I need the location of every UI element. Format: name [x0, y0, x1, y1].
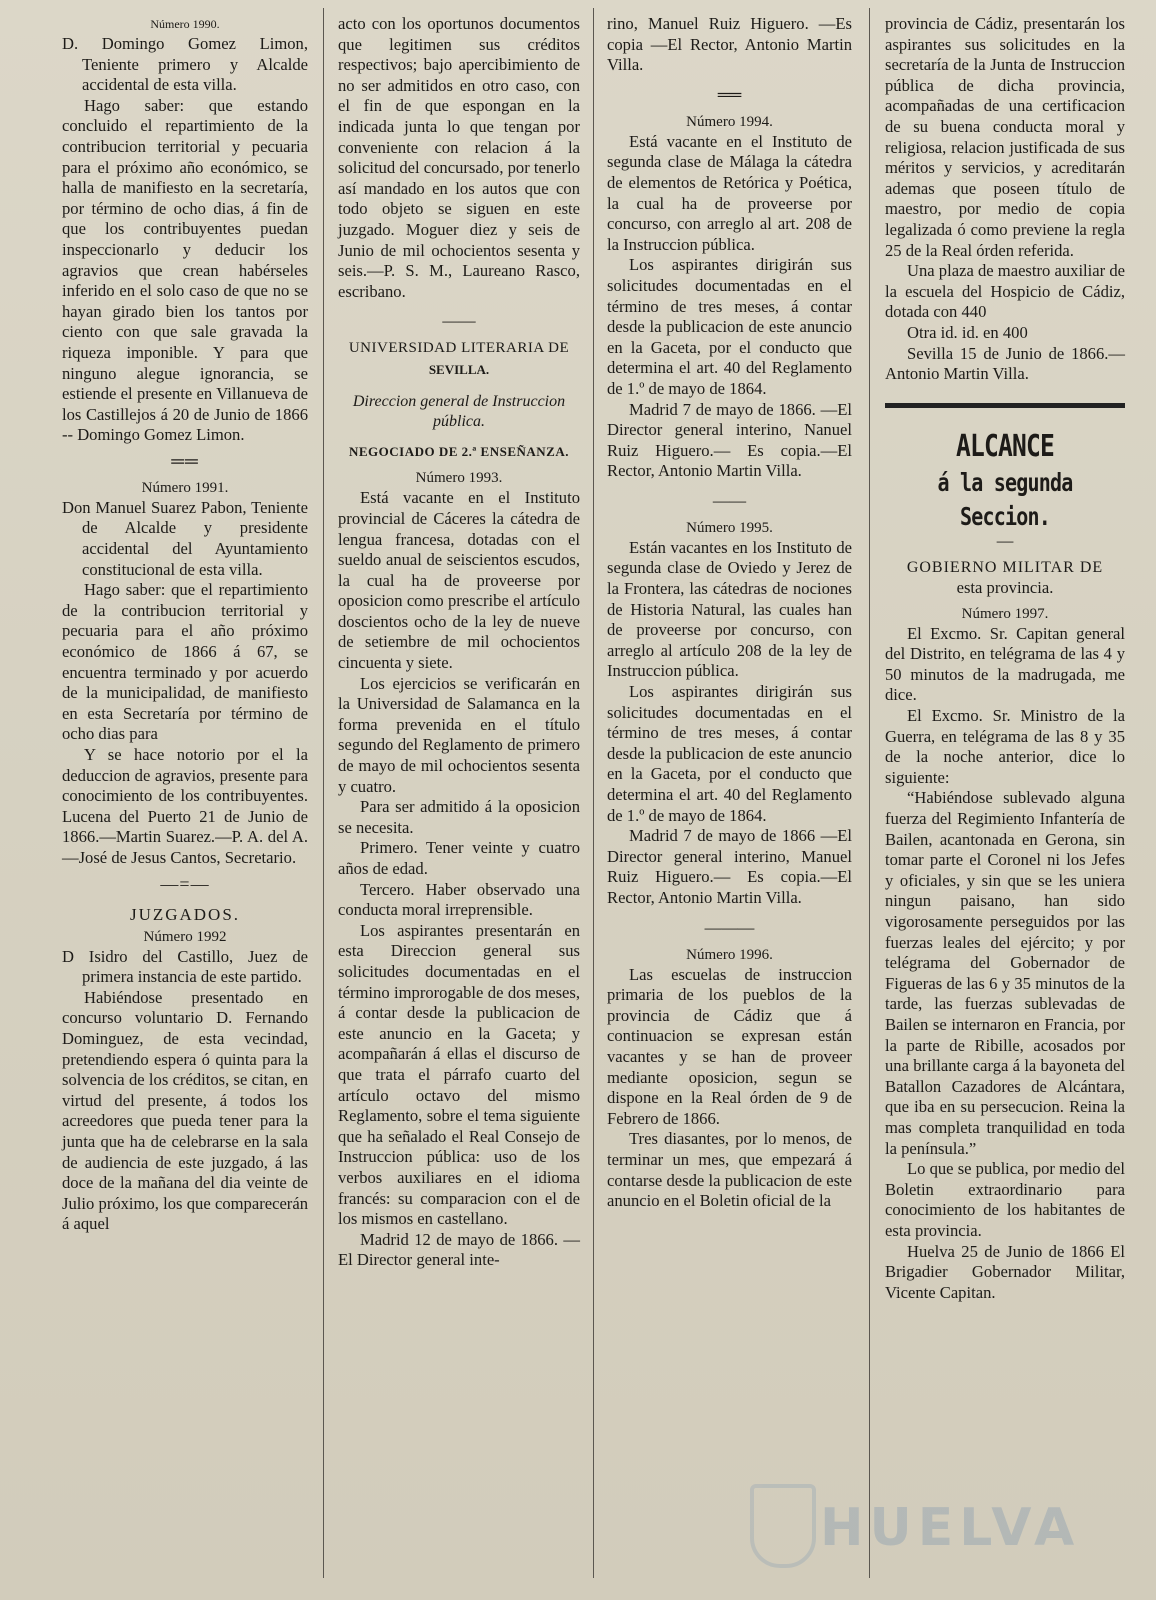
separator: —=— [160, 873, 210, 894]
section-subheading: Direccion general de Instruccion pública. [352, 393, 566, 431]
column-rule [869, 8, 870, 1578]
notice-number: Número 1993. [415, 470, 503, 487]
notice-number: Número 1990. [150, 17, 220, 31]
notice-body: Madrid 7 de mayo de 1866 —El Director general interino, Manuel Ruiz Higuero.— Es copia.—El Rector, Antonio Martin Villa. [607, 826, 852, 907]
separator: ══ [717, 84, 742, 104]
notice-body: Sevilla 15 de Junio de 1866.—Antonio Martin Villa. [885, 343, 1125, 384]
section-heading: GOBIERNO MILITAR DE [906, 558, 1104, 576]
notice-body: Una plaza de maestro auxiliar de la escuela del Hospicio de Cádiz, dotada con 440 [885, 261, 1125, 322]
notice-body: Para ser admitido á la oposicion se necesita. [338, 797, 580, 837]
notice-body: Está vacante en el Instituto provincial de Cáceres la cátedra de lengua francesa, dotadas con el sueldo anual de seiscientos escudos, la cual ha de proveerse por oposicion como prescribe el artículo doscientos ocho de la ley de nueve de setiembre de mil ochocientos cincuenta y siete. [338, 488, 580, 673]
notice-body: Están vacantes en los Instituto de segunda clase de Oviedo y Jerez de la Frontera, las cátedras de nociones de Historia Natural, las cuales han de proveerse por concurso, con arreglo al artículo 208 de la ley de Instruccion pública. [607, 537, 852, 681]
section-heading: UNIVERSIDAD LITERARIA DE [348, 340, 570, 357]
notice-body: Otra id. id. en 400 [907, 322, 1028, 342]
notice-body: Huelva 25 de Junio de 1866 El Brigadier Gobernador Militar, Vicente Capitan. [885, 1241, 1125, 1302]
column-4 [885, 14, 1125, 1303]
notice-body: rino, Manuel Ruiz Higuero. —Es copia —El Rector, Antonio Martin Villa. [607, 14, 852, 75]
notice-number: Número 1997. [961, 605, 1049, 622]
separator: ——— [704, 917, 755, 937]
alcance-title: ALCANCE [956, 428, 1054, 464]
notice-body: Madrid 7 de mayo de 1866. —El Director general interino, Nanuel Ruiz Higuero.— Es copia.—El Rector, Antonio Martin Villa. [607, 399, 852, 481]
section-subheading: esta provincia. [956, 577, 1054, 597]
section-subheading: SEVILLA. [428, 362, 490, 378]
notice-number: Número 1994. [686, 113, 773, 130]
separator: — [996, 530, 1014, 550]
section-subheading: NEGOCIADO DE 2.ª ENSEÑANZA. [348, 444, 569, 460]
notice-body: Tres diasantes, por lo menos, de terminar un mes, que empezará á contarse desde la publicacion de este anuncio en el Boletin oficial de la [607, 1129, 852, 1211]
watermark-text: HUELVA [820, 1498, 1081, 1558]
column-1 [62, 14, 308, 1235]
notice-body: Los aspirantes dirigirán sus solicitudes documentadas en el término de tres meses, á contar desde la publicacion de este anuncio en la Gaceta, por el conducto que determina el art. 40 del Reglamento de 1.º de mayo de 1864. [607, 255, 852, 398]
notice-heading: D Isidro del Castillo, Juez de primera instancia de este partido. [62, 946, 308, 987]
notice-body: El Excmo. Sr. Capitan general del Distrito, en telégrama de las 4 y 50 minutos de la madrugada, me dice. [885, 623, 1125, 705]
notice-body: “Habiéndose sublevado alguna fuerza del Regimiento Infantería de Bailen, acantonada en Gerona, sin tomar parte el Coronel ni los Jefes y oficiales, y sin que se les uniera ningun paisano, han sido vigorosamente perseguidos por las fuerzas leales del ejército; y por telégrama del Gobernador de Figueras de las 6 y 35 minutos de la tarde, las fuerzas sublevadas de Bailen se internaron en Francia, por la parte de Ribille, acosados por una brillante carga á la bayoneta del Batallon Cazadores de Alcántara, que iba en su persecucion. Reina la mas completa tranquilidad en toda la península.” [885, 788, 1125, 1158]
shield-icon [750, 1484, 816, 1568]
notice-body: Madrid 12 de mayo de 1866. —El Director general inte- [338, 1229, 580, 1270]
column-2 [338, 14, 580, 1271]
notice-body: Los aspirantes presentarán en esta Direccion general sus solicitudes documentadas en el término improrogable de dos meses, á contar desde la publicacion de este anuncio en la Gaceta; y acompañarán á ellas el discurso de que trata el párrafo cuarto del artículo octavo del mismo Reglamento, sobre el tema siguiente que ha señalado el Real Consejo de Instruccion pública: uso de los verbos auxiliares en el idioma francés: su comparacion con el de los mismos en castellano. [338, 920, 580, 1229]
notice-heading: Don Manuel Suarez Pabon, Teniente de Alcalde y presidente accidental del Ayuntamiento constitucional de esta villa. [62, 497, 308, 579]
thick-rule [885, 403, 1125, 408]
alcance-subtitle: á la segunda Seccion. [937, 467, 1073, 531]
notice-body: Habiéndose presentado en concurso voluntario D. Fernando Dominguez, de esta vecindad, pretendiendo espera ó quinta para la solvencia de los créditos, se citan, en virtud del presente, á todos los acreedores que pueda tener para la junta que ha de celebrarse en la sala de audiencia de este juzgado, á las doce de la mañana del dia veinte de Julio próximo, los que comparecerán á aquel [62, 987, 308, 1234]
notice-body: Primero. Tener veinte y cuatro años de edad. [338, 838, 580, 878]
separator: —— [712, 490, 747, 510]
notice-number: Número 1992 [143, 928, 227, 945]
notice-number: Número 1991. [141, 479, 229, 496]
notice-body: El Excmo. Sr. Ministro de la Guerra, en telégrama de las 8 y 35 de la noche anterior, dice lo siguiente: [885, 706, 1125, 787]
notice-body: Y se hace notorio por el la deduccion de agravios, presente para conocimiento de los contribuyentes. Lucena del Puerto 21 de Junio de 1866.—Martin Suarez.—P. A. del A.—José de Jesus Cantos, Secretario. [62, 745, 308, 867]
notice-body: provincia de Cádiz, presentarán los aspirantes sus solicitudes en la secretaría de la Junta de Instruccion pública de dicha provincia, acompañadas de una certificacion de su buena conducta moral y religiosa, relacion justificada de sus méritos y servicios, y acreditarán ademas que poseen título de maestro, por medio de copia legalizada ó como previene la regla 25 de la Real órden referida. [885, 14, 1125, 260]
column-rule [323, 8, 324, 1578]
notice-heading: D. Domingo Gomez Limon, Teniente primero y Alcalde accidental de esta villa. [62, 34, 308, 95]
column-3 [607, 14, 852, 1212]
notice-body: Tercero. Haber observado una conducta moral irreprensible. [338, 879, 580, 920]
notice-body: Hago saber: que estando concluido el repartimiento de la contribucion territorial y pecuaria para el próximo año económico, se halla de manifiesto en la secretaría, por término de ocho dias, á fin de que los contribuyentes puedan inspeccionarlo y deducir los agravios que crean habérseles inferido en el solo caso de que no se hayan girado bien los tantos por ciento con que sale gravada la riqueza imponible. Y para que ninguno alegue ignorancia, se estiende el presente en Villanueva de los Castillejos á 20 de Junio de 1866 -- Domingo Gomez Limon. [62, 95, 308, 445]
section-heading: JUZGADOS. [129, 904, 241, 924]
separator: —— [442, 311, 476, 331]
notice-number: Número 1995. [686, 519, 773, 536]
huelva-watermark [730, 1480, 1130, 1590]
notice-body: Los aspirantes dirigirán sus solicitudes documentadas en el término de tres meses, á contar desde la publicacion de este anuncio en la Gaceta, por el conducto que determina el art. 40 del Reglamento de 1.º de mayo de 1864. [607, 682, 852, 825]
notice-body: Los ejercicios se verificarán en la Universidad de Salamanca en la forma prevenida en el título segundo del Reglamento de primero de mayo de mil ochocientos sesenta y cuatro. [338, 673, 580, 796]
separator: ══ [171, 450, 199, 471]
column-rule [593, 8, 594, 1578]
notice-number: Número 1996. [686, 946, 773, 963]
notice-body: Está vacante en el Instituto de segunda clase de Málaga la cátedra de elementos de Retórica y Poética, la cual ha de proveerse por concurso, con arreglo al art. 208 de la Instruccion pública. [607, 131, 852, 254]
notice-body: Hago saber: que el repartimiento de la contribucion territorial y pecuaria para el año próximo económico de 1866 á 67, se encuentra terminado y por acuerdo de la municipalidad, de manifiesto en esta Secretaría por término de ocho dias para [62, 580, 308, 744]
notice-body: Las escuelas de instruccion primaria de los pueblos de la provincia de Cádiz que á continuacion se expresan están vacantes y se han de proveer mediante oposicion, segun se dispone en la Real órden de 9 de Febrero de 1866. [607, 964, 852, 1128]
notice-body: acto con los oportunos documentos que legitimen sus créditos respectivos; bajo apercibimiento de no ser admitidos en otro caso, con el fin de que espongan en la indicada junta lo que tengan por conveniente con relacion á la solicitud del concursado, por tenerlo así mandado en los autos que con todo objeto se siguen en este juzgado. Moguer diez y seis de Junio de mil ochocientos sesenta y seis.—P. S. M., Laureano Rasco, escribano. [338, 14, 580, 301]
notice-body: Lo que se publica, por medio del Boletin extraordinario para conocimiento de los habitantes de esta provincia. [885, 1159, 1125, 1240]
